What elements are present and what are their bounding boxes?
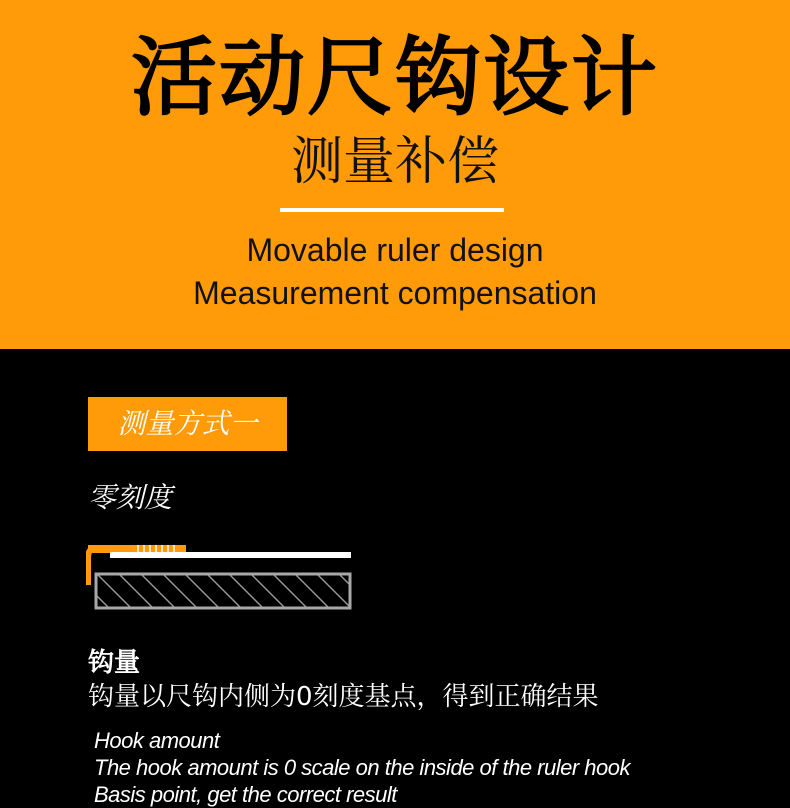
hook-english-text <box>94 727 630 808</box>
ruler-hook-diagram <box>86 542 356 614</box>
measured-object <box>96 574 350 608</box>
divider-line <box>280 208 504 212</box>
page-subtitle: 测量补偿 <box>290 132 499 192</box>
method-badge <box>88 397 287 451</box>
hook-english-line: Basis point, get the correct result <box>94 782 397 807</box>
zero-scale-label: 零刻度 <box>88 481 173 514</box>
hook-english-line: Hook amount <box>94 728 220 753</box>
hero-banner <box>0 0 790 349</box>
hook-english-line: The hook amount is 0 scale on the inside of the ruler hook <box>94 755 631 780</box>
hook-description: 钩量以尺钩内侧为0刻度基点，得到正确结果 <box>88 682 599 712</box>
scale-ticks <box>138 545 174 554</box>
english-title-line2: Measurement compensation <box>193 275 597 311</box>
hook-title: 钩量 <box>88 648 141 678</box>
page-title: 活动尺钩设计 <box>131 28 659 128</box>
english-title-line1: Movable ruler design <box>246 232 544 268</box>
method-label: 测量方式一 <box>117 407 258 440</box>
